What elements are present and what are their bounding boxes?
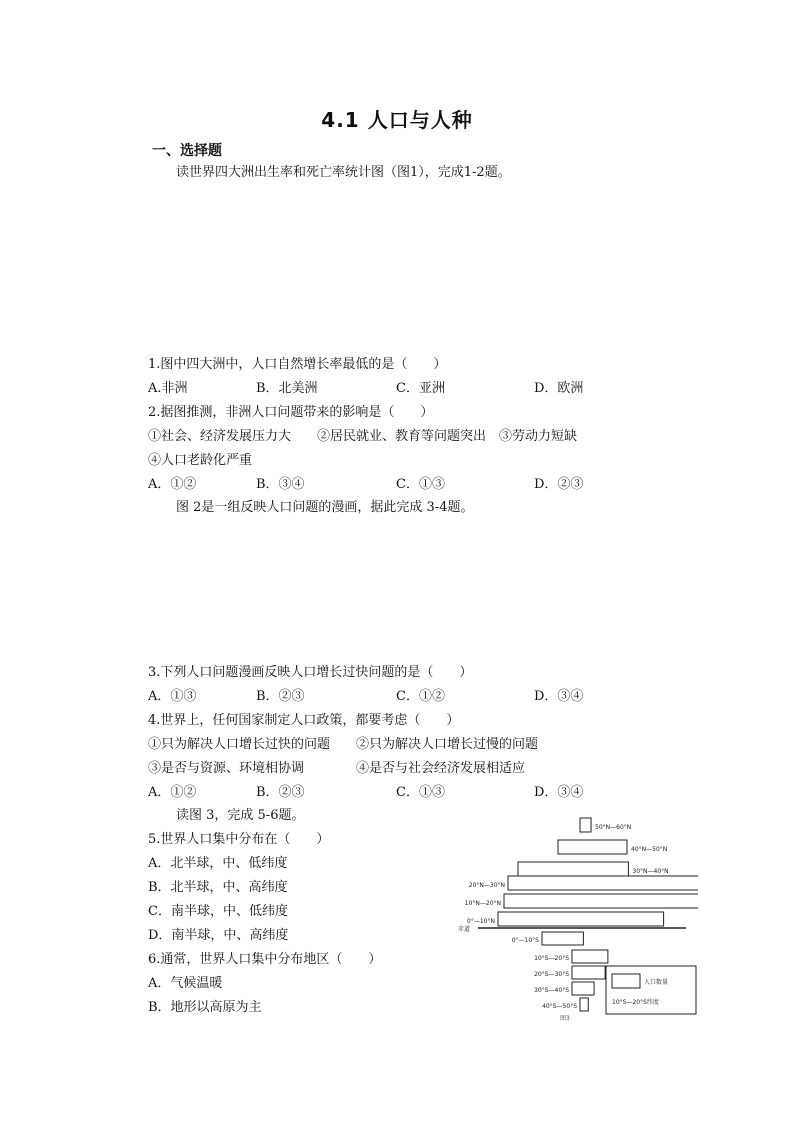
population-bar-8 [572,966,605,979]
intro-figure2: 图 2是一组反映人口问题的漫画，据此完成 3-4题。 [176,500,474,515]
intro-figure3: 读图 3，完成 5-6题。 [176,808,305,823]
figure-3-population-latitude [448,814,698,1024]
band-label-3: 20°N—30°N [468,882,505,889]
population-bar-5 [498,912,664,926]
question-1-stem: 1.图中四大洲中，人口自然增长率最低的是（ ） [148,357,447,372]
question-1-option-c: C．亚洲 [396,381,445,396]
band-label-6: 0°—10°S [511,937,539,944]
question-5-option-c: C．南半球，中、低纬度 [148,904,288,919]
section-heading: 一、选择题 [152,143,222,159]
equator-label: 赤道 [458,926,471,933]
population-bar-4 [504,894,698,908]
question-4-option-b: B．②③ [256,785,305,800]
band-label-0: 50°N—60°N [595,824,632,831]
question-4-option-c: C．①③ [396,785,445,800]
legend-frame [606,966,696,1014]
question-6-option-b: B．地形以高原为主 [148,1000,262,1015]
question-2-option-d: D．②③ [534,477,584,492]
question-1-option-b: B．北美洲 [256,381,318,396]
population-bar-1 [558,840,627,854]
population-bar-2 [518,862,628,876]
population-bar-3 [508,876,698,890]
band-label-2: 30°N—40°N [632,868,669,875]
band-label-10: 40°S—50°S [542,1003,577,1010]
band-label-9: 30°S—40°S [534,987,569,994]
question-2-items-line2: ④人口老龄化严重 [148,453,253,468]
legend-label: 人口数量 [644,979,669,986]
question-3-option-c: C．①② [396,689,445,704]
question-4-items-line1: ①只为解决人口增长过快的问题 ②只为解决人口增长过慢的问题 [148,737,539,752]
question-2-items-line1: ①社会、经济发展压力大 ②居民就业、教育等问题突出 ③劳动力短缺 [148,429,578,444]
question-5-option-b: B．北半球，中、高纬度 [148,880,288,895]
legend-swatch [612,974,640,988]
population-bar-6 [542,932,583,945]
population-bar-0 [580,818,591,832]
page-title: 4.1 人口与人种 [321,108,473,132]
question-6-option-a: A．气候温暖 [148,976,223,991]
question-5-stem: 5.世界人口集中分布在（ ） [148,832,330,847]
population-bar-10 [580,998,588,1011]
question-1-option-a: A.非洲 [148,381,188,396]
band-label-7: 10°S—20°S [534,955,569,962]
figure-3-svg [448,814,698,1024]
question-3-stem: 3.下列人口问题漫画反映人口增长过快问题的是（ ） [148,665,473,680]
legend-example: 10°S—20°S纬度 [612,999,659,1006]
population-bar-9 [572,982,594,995]
population-bar-7 [572,950,608,963]
question-2-option-c: C．①③ [396,477,445,492]
question-3-option-b: B．②③ [256,689,305,704]
question-1-option-d: D．欧洲 [534,381,584,396]
question-4-items-line2: ③是否与资源、环境相协调 ④是否与社会经济发展相适应 [148,761,526,776]
question-3-option-a: A．①③ [148,689,197,704]
question-6-stem: 6.通常，世界人口集中分布地区（ ） [148,952,382,967]
question-3-option-d: D．③④ [534,689,584,704]
question-4-stem: 4.世界上，任何国家制定人口政策，都要考虑（ ） [148,713,460,728]
question-4-option-a: A．①② [148,785,197,800]
band-label-5: 0°—10°N [467,918,495,925]
band-label-1: 40°N—50°N [631,846,668,853]
intro-figure1: 读世界四大洲出生率和死亡率统计图（图1），完成1-2题。 [176,165,511,180]
band-label-8: 20°S—30°S [534,971,569,978]
band-label-4: 10°N—20°N [464,900,501,907]
figure-caption: 图3 [560,1015,570,1022]
question-2-option-a: A．①② [148,477,197,492]
question-2-option-b: B．③④ [256,477,305,492]
question-2-stem: 2.据图推测，非洲人口问题带来的影响是（ ） [148,405,434,420]
question-5-option-d: D．南半球，中、高纬度 [148,928,289,943]
question-5-option-a: A．北半球，中、低纬度 [148,856,288,871]
question-4-option-d: D．③④ [534,785,584,800]
